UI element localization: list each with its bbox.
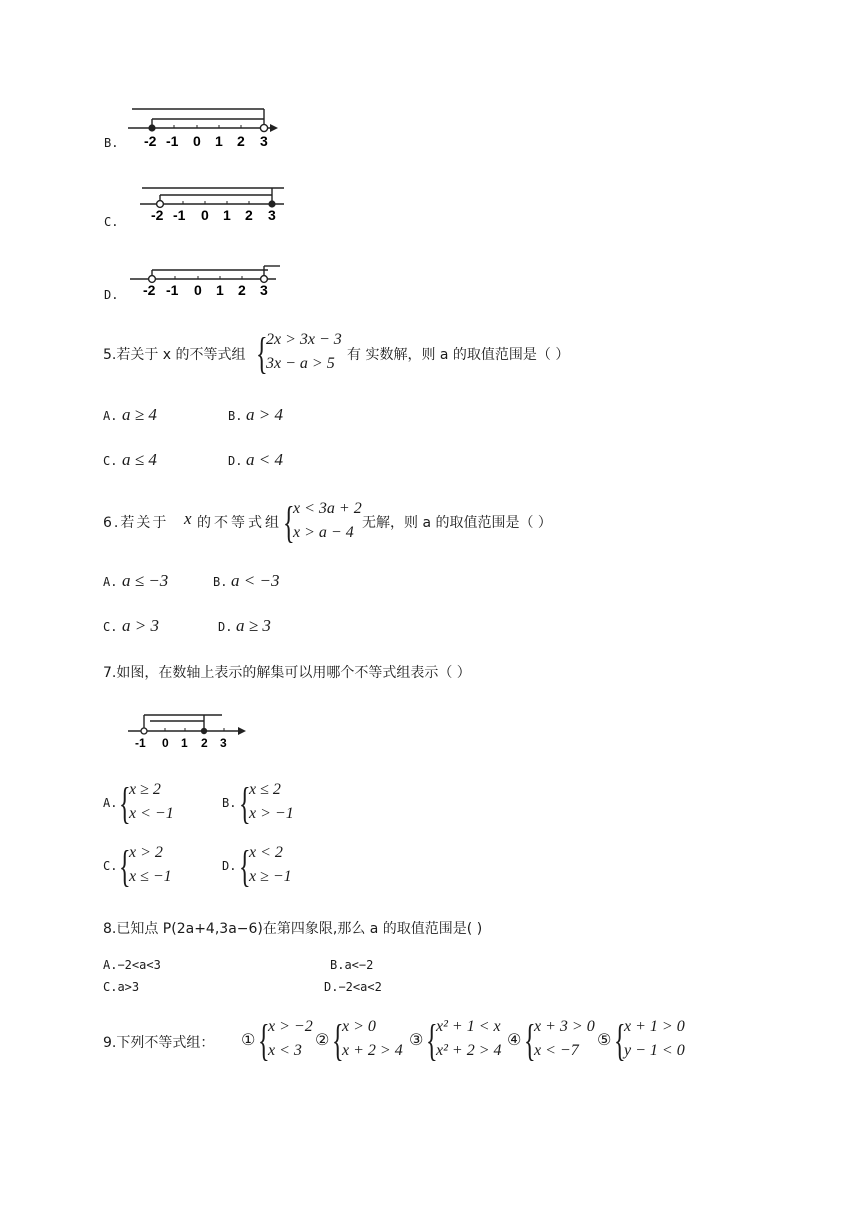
tick-label: 3	[268, 207, 276, 223]
tick-label: -1	[166, 133, 179, 149]
q5-option-a: a ≥ 4	[122, 405, 157, 424]
q9-mark-1: ①	[241, 1030, 256, 1049]
q9-system-5-eq1: x + 1 > 0	[624, 1018, 685, 1035]
q8-option-a: A.−2<a<3	[103, 958, 161, 972]
q9-mark-3: ③	[409, 1030, 424, 1049]
tick-label: 1	[223, 207, 231, 223]
q6-prefix: 6.若关于	[103, 515, 169, 531]
q7-option-a-eq1: x ≥ 2	[129, 781, 161, 798]
tick-label: 1	[181, 736, 188, 750]
tick-label: 3	[260, 133, 268, 149]
q6-option-b-label: B.	[213, 575, 228, 589]
q8-text: 8.已知点 P(2a+4,3a−6)在第四象限,那么 a 的取值范围是( )	[103, 921, 483, 937]
tick-label: 2	[245, 207, 253, 223]
tick-label: 2	[201, 736, 208, 750]
number-line-option-c	[136, 182, 296, 226]
tick-label: 1	[215, 133, 223, 149]
tick-label: -2	[143, 282, 156, 298]
q7-option-b-label: B.	[222, 796, 237, 810]
number-line-q7	[124, 710, 254, 750]
q5-eq2: 3x − a > 5	[266, 355, 335, 372]
brace-icon: {	[258, 1016, 270, 1065]
q9-system-1-eq1: x > −2	[268, 1018, 313, 1035]
number-line-option-d	[126, 262, 286, 302]
q9-mark-4: ④	[507, 1030, 522, 1049]
q6-eq1: x < 3a + 2	[293, 500, 362, 517]
tick-label: 3	[220, 736, 227, 750]
q7-option-d-eq2: x ≥ −1	[249, 868, 292, 885]
tick-label: -2	[151, 207, 164, 223]
brace-icon: {	[119, 779, 131, 828]
tick-label: 1	[216, 282, 224, 298]
q9-system-3-eq1: x² + 1 < x	[436, 1018, 501, 1035]
q9-system-3-eq2: x² + 2 > 4	[436, 1042, 502, 1059]
q9-system-5-eq2: y − 1 < 0	[624, 1042, 685, 1059]
q5-option-d: a < 4	[246, 450, 283, 469]
q7-option-c-eq2: x ≤ −1	[129, 868, 172, 885]
brace-icon: {	[239, 842, 251, 891]
q9-text: 9.下列不等式组：	[103, 1035, 215, 1051]
q5-option-b: a > 4	[246, 405, 283, 424]
q6-option-a-label: A.	[103, 575, 118, 589]
tick-label: 0	[201, 207, 209, 223]
number-line-option-b	[124, 103, 284, 151]
q5-option-c-label: C.	[103, 454, 118, 468]
brace-icon: {	[426, 1016, 438, 1065]
tick-label: 2	[237, 133, 245, 149]
q6-option-d: a ≥ 3	[236, 616, 271, 635]
q6-mid: 的不等式组	[197, 515, 282, 531]
q5-suffix: 有 实数解，则 a 的取值范围是（ ）	[347, 347, 570, 363]
q5-eq1: 2x > 3x − 3	[266, 331, 342, 348]
q7-option-a-eq2: x < −1	[129, 805, 174, 822]
q9-mark-5: ⑤	[597, 1030, 612, 1049]
tick-label: 2	[238, 282, 246, 298]
q5-option-d-label: D.	[228, 454, 243, 468]
tick-label: 0	[162, 736, 169, 750]
q6-var: x	[184, 509, 192, 528]
q7-option-d-eq1: x < 2	[249, 844, 283, 861]
brace-icon: {	[239, 779, 251, 828]
option-b-label: B.	[104, 136, 119, 150]
q9-mark-2: ②	[315, 1030, 330, 1049]
tick-label: 3	[260, 282, 268, 298]
q7-option-a-label: A.	[103, 796, 118, 810]
q7-option-d-label: D.	[222, 859, 237, 873]
q6-option-d-label: D.	[218, 620, 233, 634]
tick-label: -1	[166, 282, 179, 298]
q6-option-b: a < −3	[231, 571, 280, 590]
tick-label: -1	[135, 736, 146, 750]
q6-option-a: a ≤ −3	[122, 571, 169, 590]
q6-suffix: 无解，则 a 的取值范围是（ ）	[362, 515, 552, 531]
tick-label: -2	[144, 133, 157, 149]
q6-option-c: a > 3	[122, 616, 159, 635]
brace-icon: {	[524, 1016, 536, 1065]
q7-option-b-eq2: x > −1	[249, 805, 294, 822]
q5-option-a-label: A.	[103, 409, 118, 423]
q8-option-c: C.a>3	[103, 980, 140, 994]
brace-icon: {	[614, 1016, 626, 1065]
tick-label: -1	[173, 207, 186, 223]
q5-option-c: a ≤ 4	[122, 450, 157, 469]
q7-option-c-label: C.	[103, 859, 118, 873]
tick-label: 0	[193, 133, 201, 149]
q9-system-4-eq2: x < −7	[534, 1042, 579, 1059]
q9-system-1-eq2: x < 3	[268, 1042, 302, 1059]
q6-eq2: x > a − 4	[293, 524, 354, 541]
tick-label: 0	[194, 282, 202, 298]
q7-text: 7.如图，在数轴上表示的解集可以用哪个不等式组表示（ ）	[103, 665, 471, 681]
q9-system-4-eq1: x + 3 > 0	[534, 1018, 595, 1035]
q7-option-b-eq1: x ≤ 2	[249, 781, 281, 798]
brace-icon: {	[119, 842, 131, 891]
brace-icon: {	[256, 329, 268, 378]
q7-option-c-eq1: x > 2	[129, 844, 163, 861]
q9-system-2-eq1: x > 0	[342, 1018, 376, 1035]
q9-system-2-eq2: x + 2 > 4	[342, 1042, 403, 1059]
option-c-label: C.	[104, 215, 119, 229]
q5-prefix: 5.若关于 x 的不等式组	[103, 347, 246, 363]
option-d-label: D.	[104, 288, 119, 302]
q8-option-d: D.−2<a<2	[324, 980, 382, 994]
brace-icon: {	[283, 498, 295, 547]
brace-icon: {	[332, 1016, 344, 1065]
q8-option-b: B.a<−2	[330, 958, 374, 972]
q5-option-b-label: B.	[228, 409, 243, 423]
q6-option-c-label: C.	[103, 620, 118, 634]
